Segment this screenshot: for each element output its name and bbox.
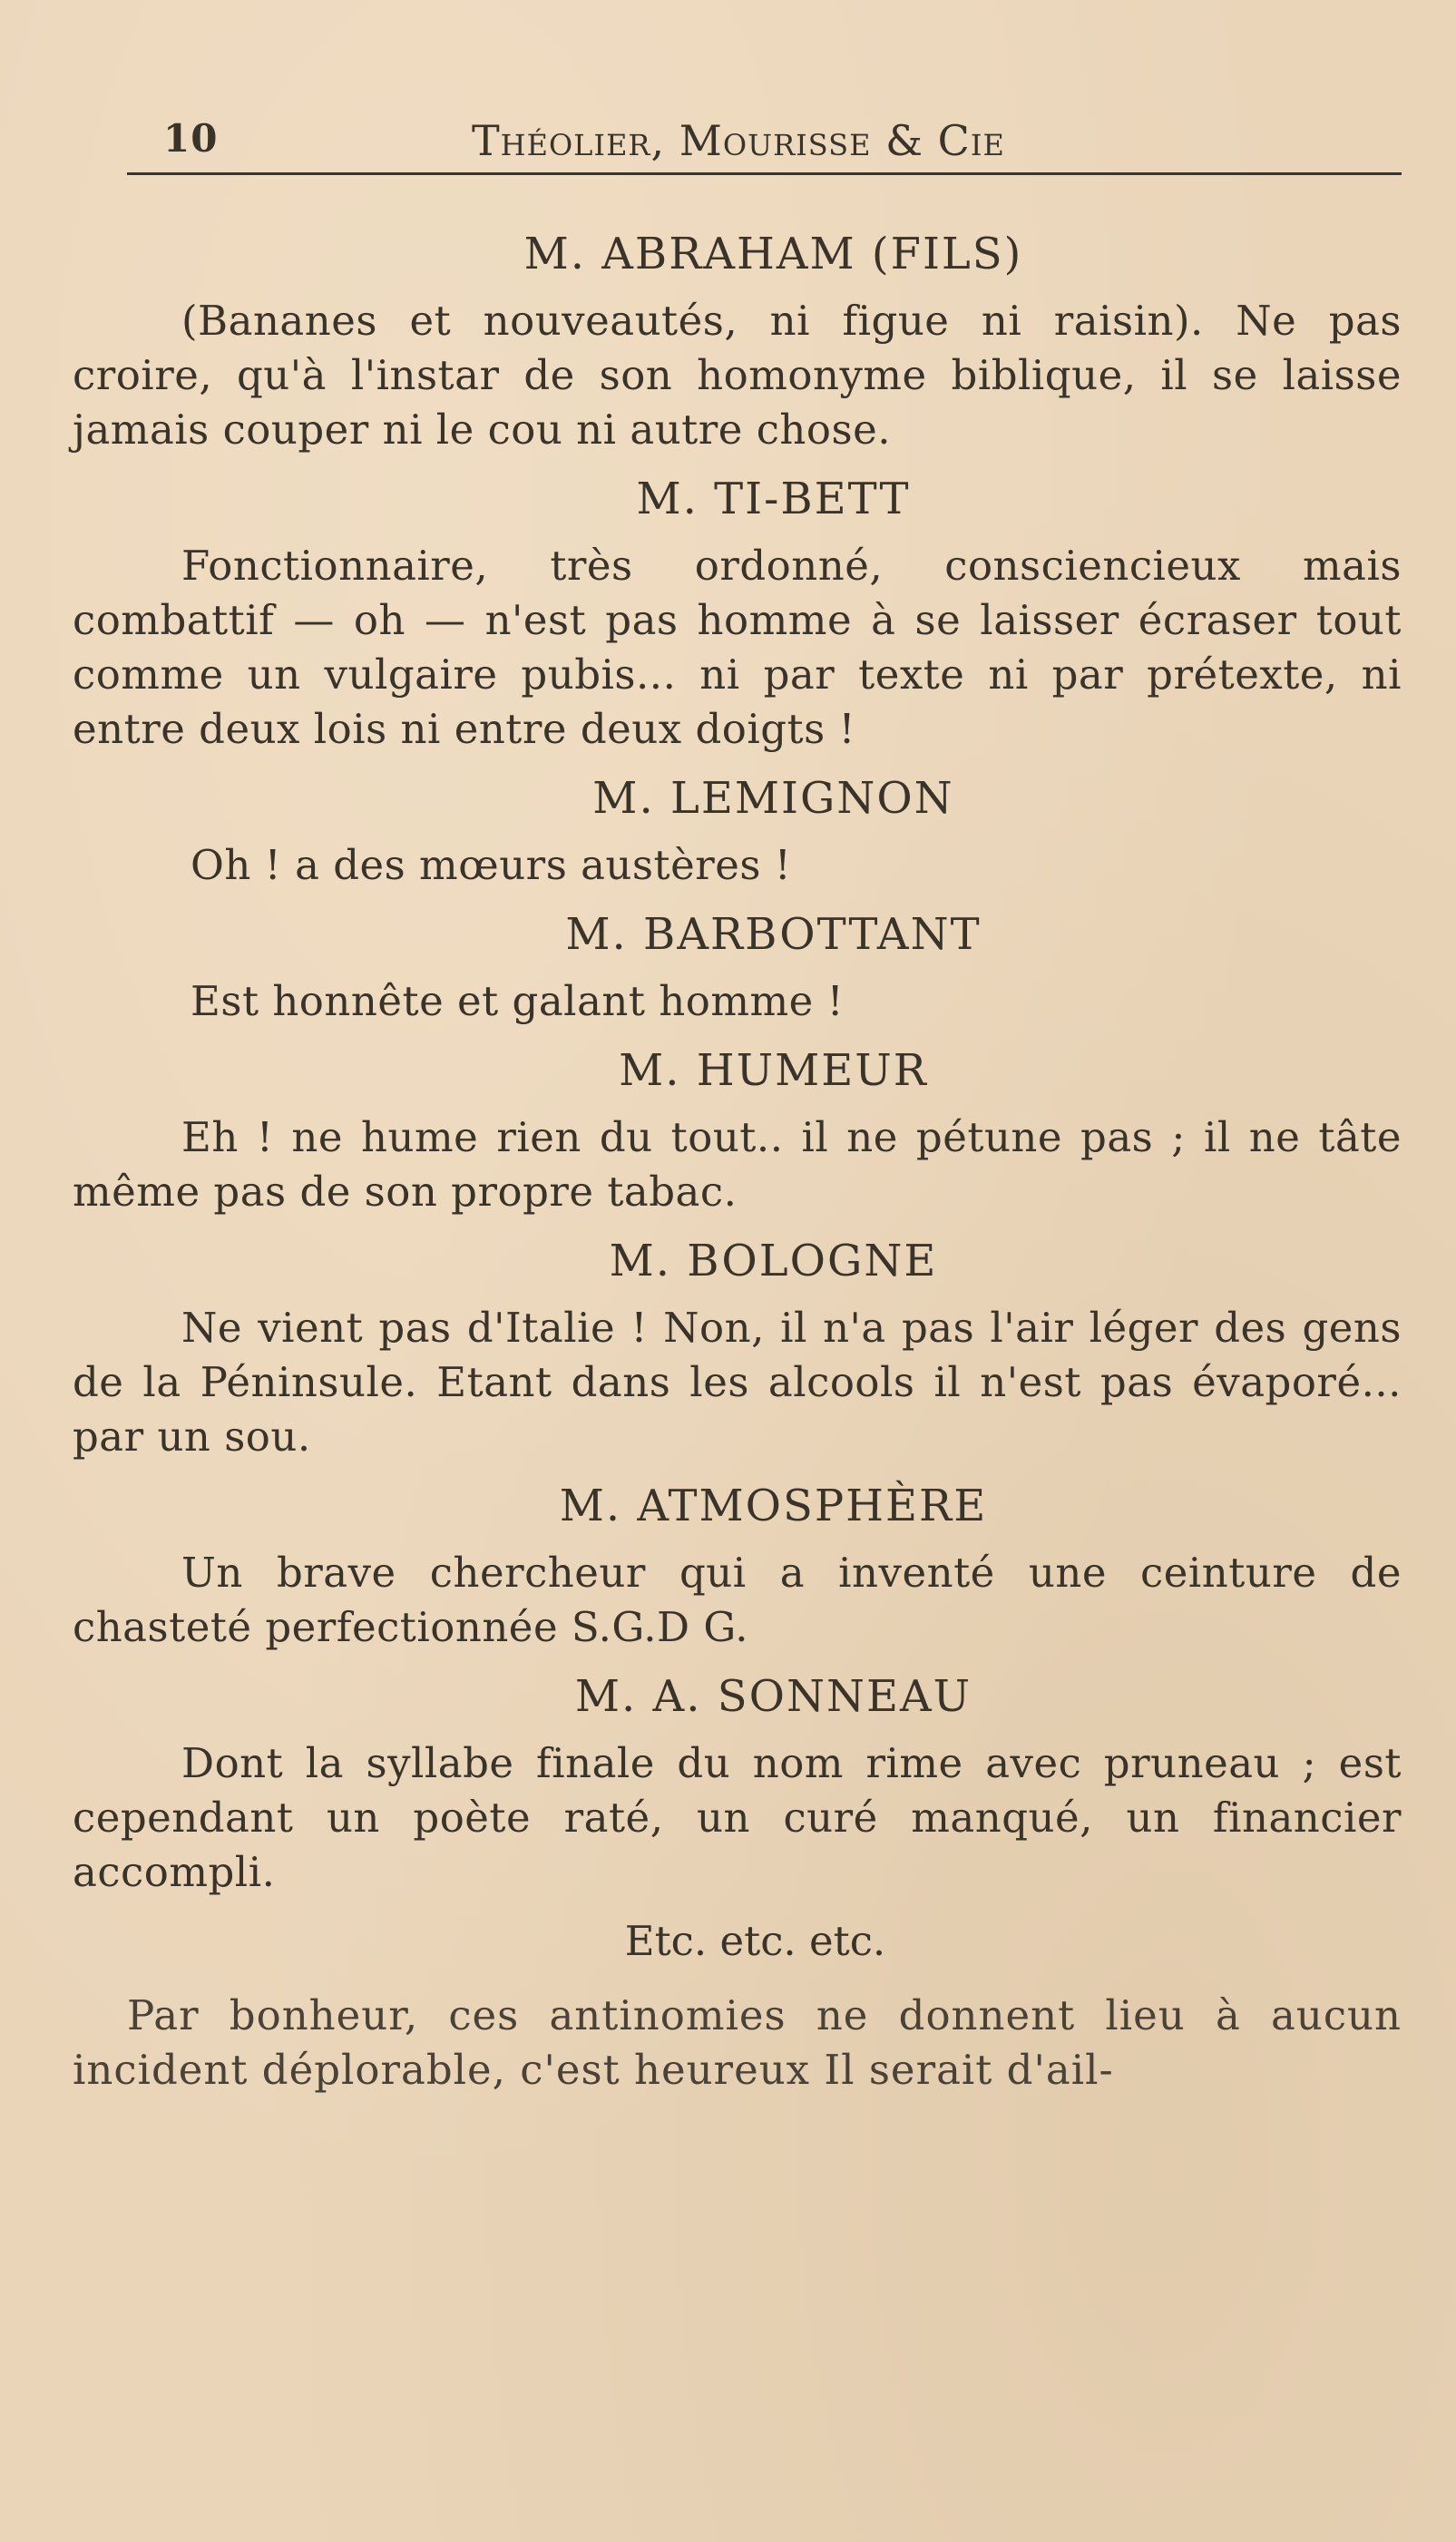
header-rule	[127, 172, 1402, 175]
entry-sonneau	[73, 1669, 1402, 1900]
entry-text: Eh ! ne hume rien du tout.. il ne pétune pas ; il ne tâte même pas de son propre tabac.	[73, 1113, 1402, 1216]
page-header	[163, 116, 1406, 180]
entry-text: Dont la syllabe finale du nom rime avec pruneau ; est cependant un poète raté, un curé manqué, un financier accompli.	[73, 1739, 1402, 1896]
entry-barbottant	[73, 907, 1402, 1029]
entry-atmosphere	[73, 1479, 1402, 1655]
closing-paragraph: Par bonheur, ces antinomies ne donnent lieu à aucun incident déplorable, c'est heureux Il serait d'ail-	[73, 1991, 1402, 2094]
running-head: Théolier, Mourisse & Cie	[472, 116, 1005, 165]
entry-text: Oh ! a des mœurs austères !	[191, 841, 792, 889]
etc-line: Etc. etc. etc.	[624, 1917, 886, 1965]
entry-text: (Bananes et nouveautés, ni figue ni raisin). Ne pas croire, qu'à l'instar de son homonyme biblique, il se laisse jamais couper ni le cou ni autre chose.	[73, 297, 1402, 454]
entry-bologne	[73, 1234, 1402, 1464]
entry-name: M. ABRAHAM (FILS)	[523, 229, 1023, 279]
entry-name: M. LEMIGNON	[592, 773, 954, 824]
entry-name: M. BOLOGNE	[609, 1236, 938, 1286]
entry-text: Un brave chercheur qui a inventé une ceinture de chasteté perfectionnée S.G.D G.	[73, 1549, 1402, 1651]
page-number: 10	[163, 116, 219, 161]
entry-name: M. A. SONNEAU	[574, 1671, 972, 1722]
entry-text: Fonctionnaire, très ordonné, consciencieux mais combattif — oh — n'est pas homme à se laisser écraser tout comme un vulgaire pubis... ni par texte ni par prétexte, ni entre deux lois ni entre deux doigts !	[73, 542, 1402, 753]
entry-name: M. TI-BETT	[636, 474, 911, 524]
entry-lemignon	[73, 771, 1402, 893]
entry-name: M. BARBOTTANT	[565, 909, 982, 960]
entry-text: Est honnête et galant homme !	[191, 977, 845, 1025]
page-body	[73, 227, 1402, 2097]
entry-humeur	[73, 1043, 1402, 1219]
entry-text: Ne vient pas d'Italie ! Non, il n'a pas l'air léger des gens de la Péninsule. Etant dans les alcools il n'est pas évaporé... par un sou.	[73, 1304, 1402, 1461]
entry-abraham	[73, 227, 1402, 457]
entry-name: M. ATMOSPHÈRE	[559, 1481, 988, 1531]
entry-name: M. HUMEUR	[619, 1045, 928, 1096]
entry-ti-bett	[73, 472, 1402, 757]
